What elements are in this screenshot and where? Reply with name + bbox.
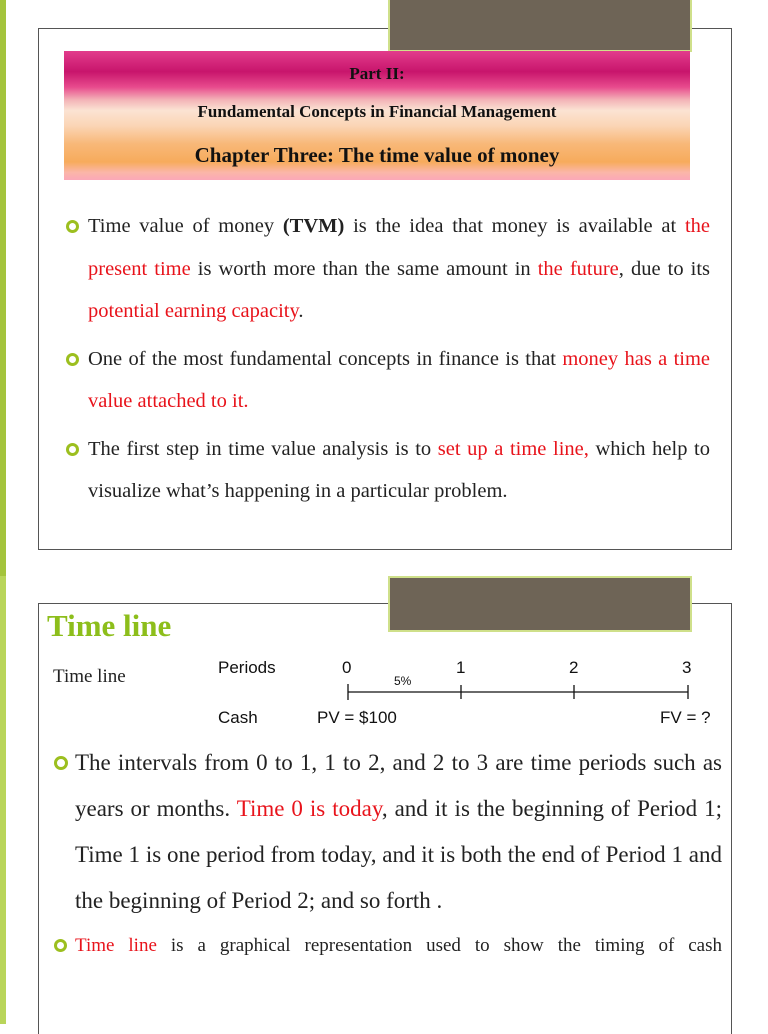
text-segment: .: [298, 300, 304, 322]
text-segment-bold: (TVM): [282, 215, 345, 237]
slide-1-header-tab: [388, 0, 692, 52]
text-segment-highlight: the present time: [88, 215, 710, 280]
time-line-diagram: [210, 650, 730, 740]
bullet-marker-icon: [66, 353, 79, 366]
interest-rate-label: 5%: [394, 674, 412, 688]
part-heading: Part II:: [349, 64, 405, 83]
bullet-marker-icon: [54, 756, 68, 770]
bullet-text: [75, 750, 722, 913]
chapter-banner: [64, 51, 690, 180]
slide-2-title: Time line: [47, 608, 172, 643]
text-segment: is the idea that money is available at: [344, 215, 685, 237]
slide-2-bullet-list: [52, 740, 722, 964]
slide-2-header-tab: [388, 576, 692, 632]
left-accent-bar-lower: [0, 576, 6, 1024]
bullet-intervals: [52, 740, 722, 924]
time-line-label: Time line: [53, 666, 126, 687]
bullet-text: [88, 348, 710, 413]
text-segment-highlight: the future: [537, 257, 619, 280]
text-segment-highlight: Time 0 is today: [236, 796, 382, 821]
section-subtitle: Fundamental Concepts in Financial Management: [197, 102, 557, 121]
text-segment: , and it is the beginning of Period 1; Time 1 is one period from today, and it is both the end of Period 1 and the beginning of Period 2; and so forth .: [75, 796, 722, 913]
period-number-0: 0: [342, 658, 352, 677]
text-segment-highlight: set up a time line,: [437, 437, 589, 460]
cash-label: Cash: [218, 708, 258, 727]
text-segment-highlight: Time line: [75, 935, 157, 956]
chapter-title: Chapter Three: The time value of money: [194, 143, 560, 167]
bullet-marker-icon: [66, 443, 79, 456]
period-number-3: 3: [682, 658, 692, 677]
text-segment-highlight: money has a time value attached to it.: [88, 347, 710, 412]
left-accent-bar: [0, 0, 6, 576]
bullet-fundamental-concept: [64, 338, 710, 423]
text-segment: The intervals from 0 to 1, 1 to 2, and 2 to 3 are time periods such as years or months.: [75, 750, 722, 821]
periods-label: Periods: [218, 658, 276, 677]
period-number-2: 2: [569, 658, 579, 677]
period-number-1: 1: [456, 658, 466, 677]
time-line-axis: [210, 650, 730, 740]
bullet-time-line-definition: [52, 928, 722, 964]
bullet-marker-icon: [54, 939, 67, 952]
bullet-time-line-step: [64, 428, 710, 513]
bullet-marker-icon: [66, 220, 79, 233]
text-segment: Time value of money: [88, 215, 283, 237]
text-segment: , due to its: [618, 257, 711, 280]
text-segment: is a graphical representation used to show the timing of cash: [156, 935, 723, 956]
bullet-text: [88, 215, 710, 322]
text-segment: is worth more than the same amount in: [190, 257, 538, 280]
future-value-label: FV = ?: [660, 708, 711, 727]
present-value-label: PV = $100: [317, 708, 397, 727]
bullet-text: [88, 438, 710, 503]
slide-1-bullet-list: [64, 205, 710, 518]
text-segment: which help to visualize what’s happening in a particular problem.: [88, 437, 711, 502]
bullet-tvm-definition: [64, 205, 710, 333]
text-segment: One of the most fundamental concepts in finance is that: [88, 347, 563, 370]
text-segment: The first step in time value analysis is to: [88, 437, 438, 460]
text-segment-highlight: potential earning capacity: [88, 300, 299, 322]
bullet-text: [75, 935, 722, 956]
